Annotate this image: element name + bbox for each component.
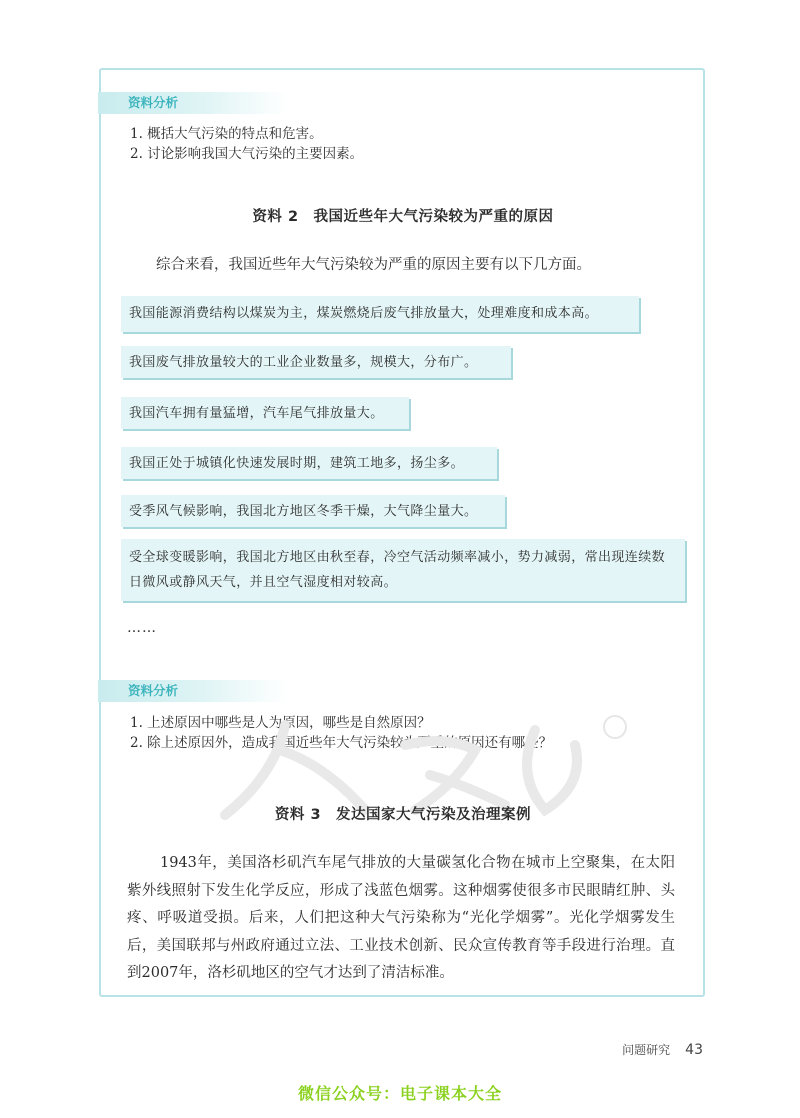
reason-box-3: 我国汽车拥有量猛增，汽车尾气排放量大。 xyxy=(121,397,409,429)
wechat-banner: 微信公众号：电子课本大全 xyxy=(297,1084,502,1103)
analysis1-question-1: 1. 概括大气污染的特点和危害。 xyxy=(130,126,323,142)
footer-section-label: 问题研究 xyxy=(622,1043,671,1057)
analysis-tag-1: 资料分析 xyxy=(98,92,288,114)
page-footer xyxy=(622,1039,703,1058)
reason-box-4: 我国正处于城镇化快速发展时期，建筑工地多，扬尘多。 xyxy=(121,447,497,479)
material2-title: 资料 2 我国近些年大气污染较为严重的原因 xyxy=(252,209,554,225)
analysis-tag-2: 资料分析 xyxy=(98,680,288,702)
page-number: 43 xyxy=(685,1042,703,1058)
material3-paragraph: 1943年，美国洛杉矶汽车尾气排放的大量碳氢化合物在城市上空聚集，在太阳紫外线照射下发生化学反应，形成了浅蓝色烟雾。这种烟雾使很多市民眼睛红肿、头疼、呼吸道受损。后来，人们把这种大气污染称为“光化学烟雾”。光化学烟雾发生后，美国联邦与州政府通过立法、工业技术创新、民众宣传教育等手段进行治理。直到2007年，洛杉矶地区的空气才达到了清洁标准。 xyxy=(127,855,675,981)
reason-box-1: 我国能源消费结构以煤炭为主，煤炭燃烧后废气排放量大，处理难度和成本高。 xyxy=(121,296,639,332)
material3-title: 资料 3 发达国家大气污染及治理案例 xyxy=(274,807,532,823)
reason-box-5: 受季风气候影响，我国北方地区冬季干燥，大气降尘量大。 xyxy=(121,495,505,527)
analysis1-question-2: 2. 讨论影响我国大气污染的主要因素。 xyxy=(130,146,364,162)
reason-box-6: 受全球变暖影响，我国北方地区由秋至春，冷空气活动频率减小，势力减弱，常出现连续数日微风或静风天气，并且空气湿度相对较高。 xyxy=(121,539,685,601)
reason-box-2: 我国废气排放量较大的工业企业数量多，规模大，分布广。 xyxy=(121,346,511,378)
analysis2-question-1: 1. 上述原因中哪些是人为原因，哪些是自然原因？ xyxy=(130,715,431,731)
material2-intro: 综合来看，我国近些年大气污染较为严重的原因主要有以下几方面。 xyxy=(156,257,591,273)
ellipsis: …… xyxy=(127,620,157,636)
analysis2-question-2: 2. 除上述原因外，造成我国近些年大气污染较为严重的原因还有哪些？ xyxy=(130,735,553,751)
